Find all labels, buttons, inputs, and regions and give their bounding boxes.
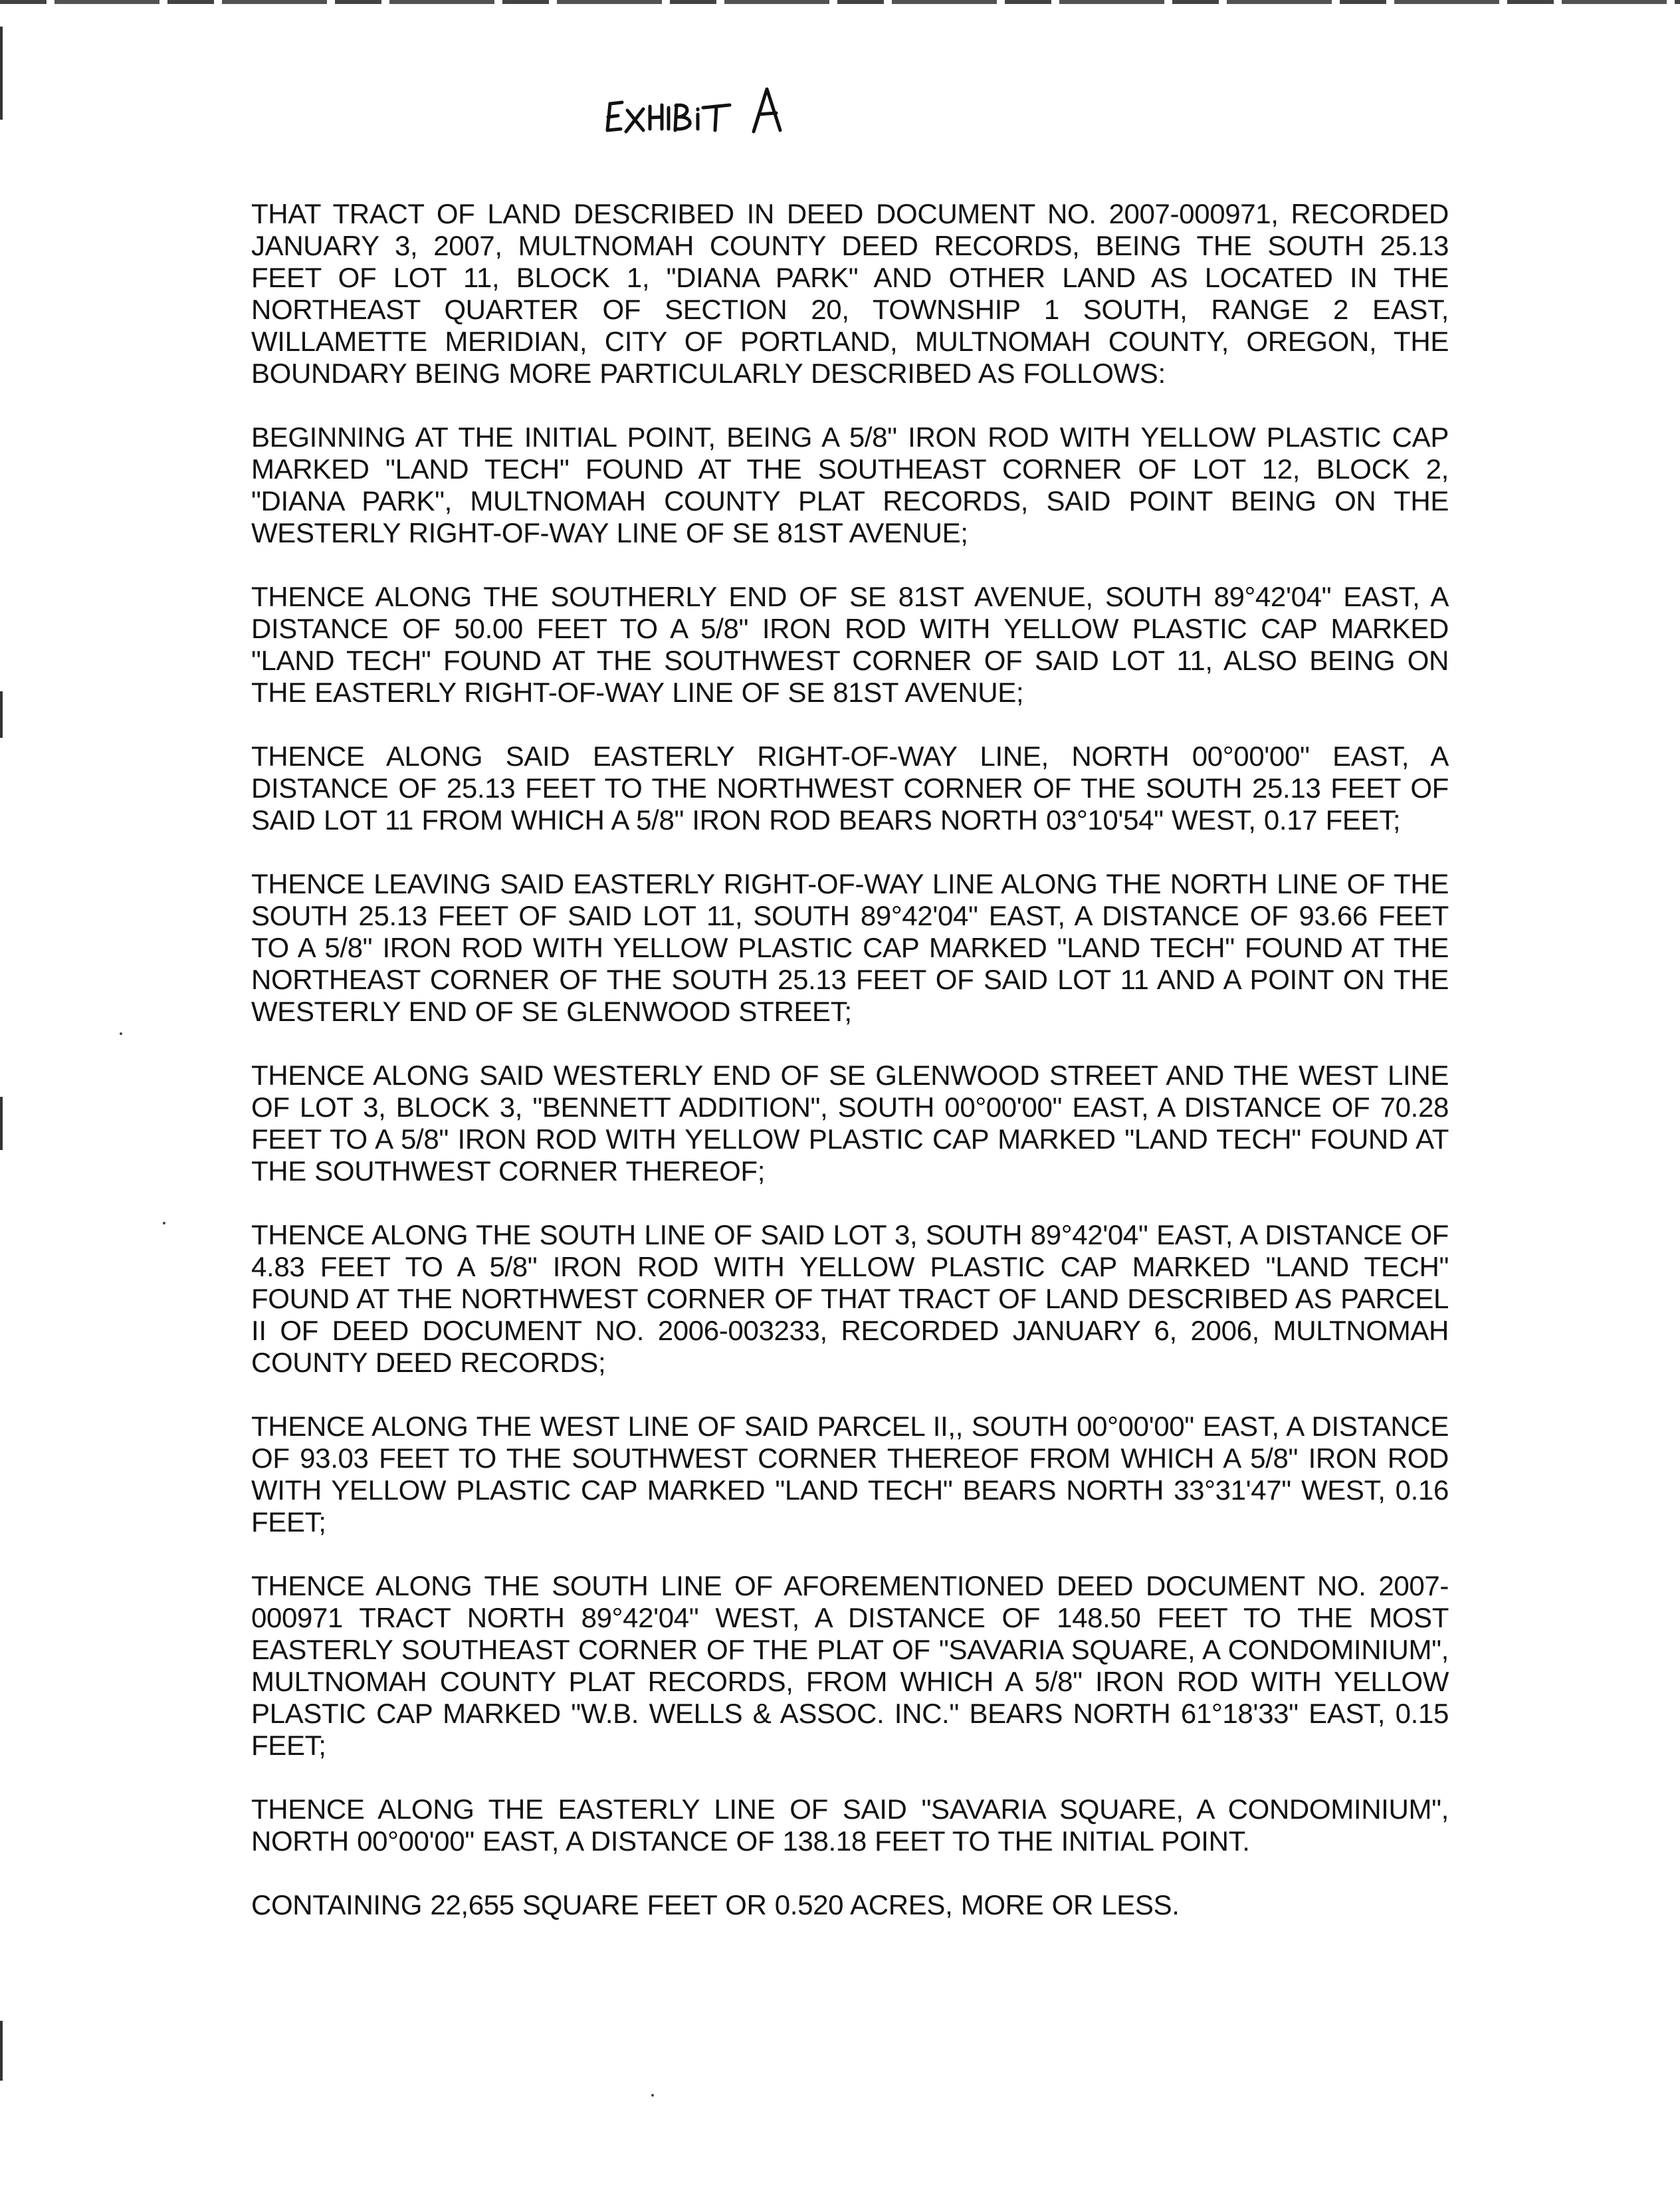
paragraph-course-3: THENCE LEAVING SAID EASTERLY RIGHT-OF-WAY LINE ALONG THE NORTH LINE OF THE SOUTH 25.13 FEET OF SAID LOT 11, SOUTH 89°42'04" EAST, A DISTANCE OF 93.66 FEET TO A 5/8" IRON ROD WITH YELLOW PLASTIC CAP MARKED "LAND TECH" FOUND AT THE NORTHEAST CORNER OF THE SOUTH 25.13 FEET OF SAID LOT 11 AND A POINT ON THE WESTERLY END OF SE GLENWOOD STREET; xyxy=(251,868,1449,1027)
paragraph-course-1: THENCE ALONG THE SOUTHERLY END OF SE 81ST AVENUE, SOUTH 89°42'04" EAST, A DISTANCE OF 50.00 FEET TO A 5/8" IRON ROD WITH YELLOW PLASTIC CAP MARKED "LAND TECH" FOUND AT THE SOUTHWEST CORNER OF SAID LOT 11, ALSO BEING ON THE EASTERLY RIGHT-OF-WAY LINE OF SE 81ST AVENUE; xyxy=(251,581,1449,708)
paragraph-course-6: THENCE ALONG THE WEST LINE OF SAID PARCEL II,, SOUTH 00°00'00" EAST, A DISTANCE OF 93.03 FEET TO THE SOUTHWEST CORNER THEREOF FROM WHICH A 5/8" IRON ROD WITH YELLOW PLASTIC CAP MARKED "LAND TECH" BEARS NORTH 33°31'47" WEST, 0.16 FEET; xyxy=(251,1411,1449,1538)
scan-edge-mark xyxy=(0,27,3,120)
paragraph-course-8: THENCE ALONG THE EASTERLY LINE OF SAID "SAVARIA SQUARE, A CONDOMINIUM", NORTH 00°00'00" EAST, A DISTANCE OF 138.18 FEET TO THE INITIAL POINT. xyxy=(251,1793,1449,1857)
legal-description xyxy=(251,198,1449,1921)
scan-speck xyxy=(163,1222,165,1224)
handwritten-heading-strokes xyxy=(597,73,836,146)
paragraph-course-5: THENCE ALONG THE SOUTH LINE OF SAID LOT 3, SOUTH 89°42'04" EAST, A DISTANCE OF 4.83 FEET TO A 5/8" IRON ROD WITH YELLOW PLASTIC CAP MARKED "LAND TECH" FOUND AT THE NORTHWEST CORNER OF THAT TRACT OF LAND DESCRIBED AS PARCEL II OF DEED DOCUMENT NO. 2006-003233, RECORDED JANUARY 6, 2006, MULTNOMAH COUNTY DEED RECORDS; xyxy=(251,1219,1449,1378)
paragraph-course-4: THENCE ALONG SAID WESTERLY END OF SE GLENWOOD STREET AND THE WEST LINE OF LOT 3, BLOCK 3, "BENNETT ADDITION", SOUTH 00°00'00" EAST, A DISTANCE OF 70.28 FEET TO A 5/8" IRON ROD WITH YELLOW PLASTIC CAP MARKED "LAND TECH" FOUND AT THE SOUTHWEST CORNER THEREOF; xyxy=(251,1060,1449,1187)
scan-edge-mark xyxy=(0,691,3,738)
paragraph-area-summary: CONTAINING 22,655 SQUARE FEET OR 0.520 ACRES, MORE OR LESS. xyxy=(251,1889,1180,1920)
handwritten-heading xyxy=(597,73,836,146)
paragraph-course-7: THENCE ALONG THE SOUTH LINE OF AFOREMENTIONED DEED DOCUMENT NO. 2007-000971 TRACT NORTH 89°42'04" WEST, A DISTANCE OF 148.50 FEET TO THE MOST EASTERLY SOUTHEAST CORNER OF THE PLAT OF "SAVARIA SQUARE, A CONDOMINIUM", MULTNOMAH COUNTY PLAT RECORDS, FROM WHICH A 5/8" IRON ROD WITH YELLOW PLASTIC CAP MARKED "W.B. WELLS & ASSOC. INC." BEARS NORTH 61°18'33" EAST, 0.15 FEET; xyxy=(251,1570,1449,1761)
scan-speck xyxy=(651,2094,654,2097)
scan-edge-mark xyxy=(0,2021,3,2081)
paragraph-tract-intro: THAT TRACT OF LAND DESCRIBED IN DEED DOCUMENT NO. 2007-000971, RECORDED JANUARY 3, 2007, MULTNOMAH COUNTY DEED RECORDS, BEING THE SOUTH 25.13 FEET OF LOT 11, BLOCK 1, "DIANA PARK" AND OTHER LAND AS LOCATED IN THE NORTHEAST QUARTER OF SECTION 20, TOWNSHIP 1 SOUTH, RANGE 2 EAST, WILLAMETTE MERIDIAN, CITY OF PORTLAND, MULTNOMAH COUNTY, OREGON, THE BOUNDARY BEING MORE PARTICULARLY DESCRIBED AS FOLLOWS: xyxy=(251,198,1449,389)
scan-speck xyxy=(120,1032,122,1035)
paragraph-beginning-point: BEGINNING AT THE INITIAL POINT, BEING A 5/8" IRON ROD WITH YELLOW PLASTIC CAP MARKED "LAND TECH" FOUND AT THE SOUTHEAST CORNER OF LOT 12, BLOCK 2, "DIANA PARK", MULTNOMAH COUNTY PLAT RECORDS, SAID POINT BEING ON THE WESTERLY RIGHT-OF-WAY LINE OF SE 81ST AVENUE; xyxy=(251,421,1449,548)
paragraph-course-2: THENCE ALONG SAID EASTERLY RIGHT-OF-WAY LINE, NORTH 00°00'00" EAST, A DISTANCE OF 25.13 FEET TO THE NORTHWEST CORNER OF THE SOUTH 25.13 FEET OF SAID LOT 11 FROM WHICH A 5/8" IRON ROD BEARS NORTH 03°10'54" WEST, 0.17 FEET; xyxy=(251,741,1449,836)
scan-edge-top xyxy=(0,0,1680,4)
scan-edge-mark xyxy=(0,1097,3,1150)
